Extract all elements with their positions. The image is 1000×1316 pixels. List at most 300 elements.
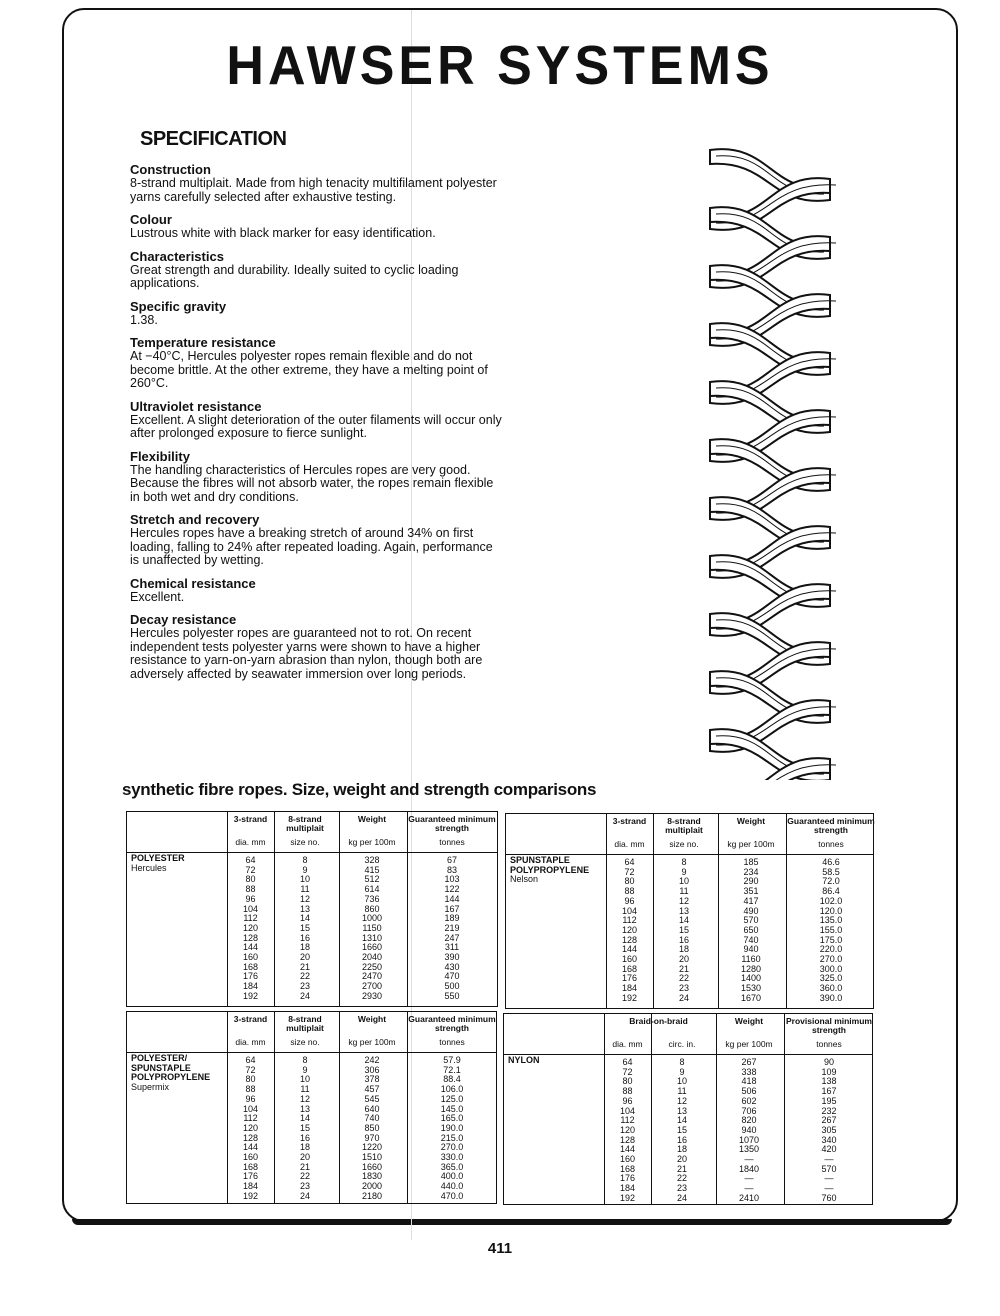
table-cell: 1400	[740, 973, 762, 984]
table-column	[653, 817, 715, 1004]
table-cell: 220.0	[819, 944, 843, 955]
table-cell: 506	[741, 1086, 757, 1097]
column-unit: tonnes	[818, 839, 844, 849]
table-cell: 24	[299, 1190, 310, 1201]
table-cell: 175.0	[819, 934, 843, 945]
table-cell: 325.0	[819, 973, 843, 984]
table-cell: 8	[302, 1055, 308, 1065]
spec-item-text: 8-strand multiplait. Made from high tenacity multifilament polyester yarns carefully selected after exhaustive testing.	[130, 176, 497, 204]
column-unit: size no.	[669, 839, 699, 849]
table-cell: 311	[444, 942, 460, 953]
table-cell: 8	[681, 857, 687, 867]
spec-item	[130, 213, 505, 241]
column-unit: size no.	[290, 1037, 320, 1047]
column-header: 3-strand	[233, 814, 268, 824]
table-cell: 195	[821, 1095, 837, 1106]
table-cell: 64	[624, 857, 635, 867]
table-cell: 1350	[738, 1144, 760, 1155]
column-header: Guaranteed minimum strength	[787, 816, 875, 835]
column-header: 3-strand	[233, 1014, 268, 1024]
table-cell: 232	[821, 1105, 837, 1116]
column-header: Weight	[357, 1014, 387, 1024]
table-column	[786, 817, 876, 1004]
column-values	[339, 856, 405, 1002]
table-cell: 500	[444, 981, 460, 992]
column-unit: circ. in.	[668, 1039, 696, 1049]
table-cell: 940	[741, 1124, 757, 1135]
spec-item-heading: Ultraviolet resistance	[130, 398, 262, 414]
table-cell: 96	[245, 893, 256, 904]
table-cell: 72	[624, 866, 635, 877]
table-cell: 106.0	[440, 1084, 464, 1095]
table-cell: 9	[302, 864, 308, 875]
column-header: 8-strand multiplait	[665, 816, 703, 835]
table-cell: 24	[678, 992, 689, 1003]
table-cell: 10	[299, 1074, 310, 1085]
spec-item	[130, 577, 505, 605]
spec-item-text: 1.38.	[130, 312, 158, 327]
table-cell: 1660	[361, 942, 383, 953]
table-cell: 80	[622, 1076, 633, 1087]
table-cell: 18	[676, 1144, 687, 1155]
table-column	[651, 1017, 713, 1204]
table-cell: 457	[364, 1084, 380, 1095]
table-cell: 192	[621, 992, 638, 1003]
spec-item-text: Great strength and durability. Ideally suited to cyclic loading applications.	[130, 262, 459, 290]
material-name: NYLON	[508, 1055, 540, 1065]
table-cell: 64	[622, 1057, 633, 1067]
table-cell: 128	[242, 1132, 259, 1143]
table-cell: 340	[821, 1134, 837, 1145]
table-cell: 72	[245, 1064, 256, 1075]
table-column	[407, 815, 497, 1002]
table-cell: 417	[743, 895, 759, 906]
column-unit: kg per 100m	[725, 1039, 773, 1049]
column-values	[407, 856, 497, 1002]
table-cell: 545	[364, 1093, 380, 1104]
spec-item	[130, 513, 505, 568]
table-cell: 1840	[738, 1163, 760, 1174]
table-cell: 290	[743, 876, 759, 887]
table-cell: 138	[821, 1076, 837, 1087]
column-values	[227, 856, 274, 1002]
table-cell: 16	[299, 1132, 310, 1143]
column-values	[339, 1056, 405, 1202]
table-cell: 102.0	[819, 895, 843, 906]
table-cell: 67	[446, 855, 457, 865]
table-cell: 168	[621, 963, 638, 974]
column-header: Weight	[736, 816, 766, 826]
table-cell: 300.0	[819, 963, 843, 974]
material-name: POLYESTER/ SPUNSTAPLE POLYPROPYLENE	[131, 1053, 211, 1082]
table-cell: 184	[242, 1181, 259, 1192]
column-values	[604, 1058, 651, 1204]
table-cell: 378	[364, 1074, 380, 1085]
table-row-label	[508, 1056, 600, 1066]
spec-item-text: Hercules ropes have a breaking stretch of around 34% on first loading, falling to 24% after repeated loading. Again, performance is unaffected by wetting.	[130, 526, 493, 567]
table-cell: 80	[245, 1074, 256, 1085]
table-cell: 83	[446, 864, 457, 875]
table-cell: 490	[743, 905, 759, 916]
table-cell: 1160	[741, 954, 761, 965]
table-cell: 15	[299, 1122, 310, 1133]
table-cell: 21	[678, 963, 689, 974]
table-cell: 2000	[361, 1181, 383, 1192]
column-header: Braid-on-braid	[629, 1016, 688, 1026]
table-cell: 192	[619, 1192, 636, 1203]
table-cell: 21	[299, 961, 310, 972]
table-cell: 23	[299, 1181, 310, 1192]
table-cell: 167	[821, 1086, 837, 1097]
column-header: Guaranteed minimum strength	[408, 1014, 496, 1033]
table-cell: 247	[444, 932, 460, 943]
table-cell: 96	[245, 1093, 256, 1104]
table-cell: 1670	[740, 992, 762, 1003]
table-cell: 90	[823, 1057, 834, 1067]
table-cell: 21	[299, 1161, 310, 1172]
page-title: HAWSER SYSTEMS	[226, 35, 774, 97]
spec-item	[130, 250, 505, 291]
table-cell: 706	[741, 1105, 757, 1116]
table-column	[339, 815, 405, 1002]
table-cell: 168	[242, 1161, 259, 1172]
table-cell: 2410	[738, 1192, 760, 1203]
table-cell: 144	[242, 942, 259, 953]
table-cell: 1660	[361, 1161, 383, 1172]
table-cell: 14	[676, 1115, 687, 1126]
table-cell: 112	[243, 913, 258, 924]
table-column	[339, 1015, 405, 1202]
table-cell: 21	[676, 1163, 687, 1174]
table-cell: 400.0	[440, 1171, 464, 1182]
table-cell: 184	[619, 1183, 636, 1194]
table-cell: 20	[676, 1154, 687, 1165]
page-number: 411	[487, 1240, 513, 1257]
column-unit: dia. mm	[614, 839, 645, 849]
spec-item-heading: Chemical resistance	[130, 575, 256, 591]
table-cell: 2930	[361, 990, 383, 1001]
table-cell: 234	[743, 866, 759, 877]
table-cell: 88	[622, 1086, 633, 1097]
column-header: Weight	[734, 1016, 764, 1026]
table-cell: 12	[678, 895, 689, 906]
table-cell: 22	[299, 971, 310, 982]
table-cell: 120	[242, 922, 259, 933]
column-unit: kg per 100m	[348, 837, 396, 847]
table-row-label	[131, 1054, 223, 1092]
table-row-label	[131, 854, 223, 873]
table-cell: 23	[678, 983, 689, 994]
table-cell: —	[744, 1154, 754, 1165]
table-cell: 112	[620, 1115, 635, 1126]
table-cell: 120	[619, 1124, 636, 1135]
table-cell: 86.4	[822, 886, 840, 897]
table-cell: 160	[242, 952, 259, 963]
table-cell: 13	[676, 1105, 687, 1116]
spec-item	[130, 163, 505, 204]
table-cell: 940	[743, 944, 759, 955]
table-cell: 72.0	[822, 876, 840, 887]
table-cell: 184	[621, 983, 638, 994]
table-cell: 1000	[361, 913, 383, 924]
table-cell: 64	[245, 855, 256, 865]
specification-list	[130, 163, 505, 690]
table-cell: 351	[743, 886, 759, 897]
table-cell: 165.0	[440, 1113, 464, 1124]
table-cell: 46.6	[822, 857, 840, 867]
spec-item	[130, 336, 505, 391]
spec-item-heading: Colour	[130, 212, 172, 227]
table-cell: 860	[364, 903, 380, 914]
table-cell: 72.1	[443, 1064, 461, 1075]
spec-item-text: Excellent.	[130, 589, 185, 604]
table-cell: 390	[444, 952, 460, 963]
column-values	[716, 1058, 782, 1204]
table-cell: 109	[821, 1066, 837, 1077]
table-cell: 96	[624, 895, 635, 906]
table-cell: 1150	[362, 922, 382, 933]
material-name: POLYESTER	[131, 853, 185, 863]
table-cell: 650	[743, 924, 759, 935]
table-cell: 168	[242, 961, 259, 972]
spec-item-text: Hercules polyester ropes are guaranteed not to rot. On recent independent tests polyester yarns were shown to have a higher resistance to yarn-on-yarn abrasion than nylon, though both are adversely affected by seawater immersion over long periods.	[130, 626, 483, 681]
table-cell: 267	[741, 1057, 757, 1067]
table-cell: 80	[245, 874, 256, 885]
table-cell: 176	[242, 971, 259, 982]
table-cell: 176	[242, 1171, 259, 1182]
table-cell: 145.0	[440, 1103, 464, 1114]
table-cell: 168	[619, 1163, 636, 1174]
spec-item-text: Excellent. A slight deterioration of the outer filaments will occur only after prolonged exposure to fierce sunlight.	[130, 412, 502, 440]
table-row-label	[510, 856, 602, 885]
brand-name: Supermix	[131, 1081, 170, 1092]
table-cell: 328	[364, 855, 380, 865]
table-cell: 22	[299, 1171, 310, 1182]
table-column	[718, 817, 784, 1004]
brand-name: Nelson	[510, 874, 539, 884]
table-cell: 13	[299, 903, 310, 914]
brand-name: Hercules	[131, 862, 167, 873]
table-cell: 14	[299, 1113, 310, 1124]
spec-item-heading: Construction	[130, 162, 211, 177]
rope-table-polyester	[126, 811, 498, 1007]
column-header: Weight	[357, 814, 387, 824]
table-cell: 22	[678, 973, 689, 984]
table-cell: 72	[245, 864, 256, 875]
table-cell: 270.0	[440, 1142, 464, 1153]
braided-rope-illustration	[690, 140, 850, 780]
table-cell: 12	[299, 1093, 310, 1104]
table-cell: 176	[619, 1173, 636, 1184]
table-cell: 15	[678, 924, 689, 935]
specification-heading: SPECIFICATION	[140, 128, 287, 150]
table-cell: 88	[245, 1084, 256, 1095]
table-cell: 740	[743, 934, 759, 945]
table-cell: 219	[444, 922, 460, 933]
table-cell: 614	[364, 884, 380, 895]
table-cell: 88	[245, 884, 256, 895]
table-cell: 640	[364, 1103, 380, 1114]
table-cell: 570	[743, 915, 759, 926]
table-cell: 1830	[361, 1171, 383, 1182]
table-column	[227, 1015, 274, 1202]
table-cell: 1310	[361, 932, 383, 943]
spec-item-text: At −40°C, Hercules polyester ropes remain flexible and do not become brittle. At the other extreme, they have a melting point of 260°C.	[130, 349, 488, 390]
table-cell: 112	[622, 915, 637, 926]
spec-item-text: Lustrous white with black marker for easy identification.	[130, 226, 436, 240]
table-cell: 120	[242, 1122, 259, 1133]
table-cell: 176	[621, 973, 638, 984]
column-values	[718, 858, 784, 1004]
table-column	[407, 1015, 497, 1202]
table-cell: 13	[299, 1103, 310, 1114]
column-unit: dia. mm	[612, 1039, 643, 1049]
table-cell: 365.0	[440, 1161, 464, 1172]
table-cell: 11	[300, 1084, 310, 1095]
table-cell: 1220	[361, 1142, 383, 1153]
column-unit: kg per 100m	[348, 1037, 396, 1047]
table-cell: 22	[676, 1173, 687, 1184]
table-cell: 10	[676, 1076, 687, 1087]
table-cell: 8	[679, 1057, 685, 1067]
table-cell: 420	[821, 1144, 837, 1155]
column-values	[606, 858, 653, 1004]
table-cell: 970	[364, 1132, 380, 1143]
table-cell: 10	[299, 874, 310, 885]
rope-table-nylon	[503, 1013, 873, 1205]
table-cell: 23	[676, 1183, 687, 1194]
table-column	[716, 1017, 782, 1204]
column-header: Provisional minimum strength	[786, 1016, 872, 1035]
table-cell: 9	[681, 866, 687, 877]
table-cell: 1280	[740, 963, 762, 974]
spec-item-heading: Temperature resistance	[130, 335, 276, 350]
table-cell: 128	[242, 932, 259, 943]
table-cell: 160	[621, 954, 638, 965]
table-cell: 103	[444, 874, 460, 885]
table-column	[227, 815, 274, 1002]
column-unit: dia. mm	[235, 1037, 266, 1047]
table-cell: 16	[676, 1134, 687, 1145]
spec-item-heading: Stretch and recovery	[130, 512, 260, 527]
table-cell: 104	[242, 1103, 259, 1114]
spec-item	[130, 300, 505, 328]
table-cell: 2700	[361, 981, 383, 992]
table-cell: 602	[741, 1095, 757, 1106]
table-cell: 144	[621, 944, 638, 955]
table-cell: 20	[299, 1152, 310, 1163]
table-cell: 820	[741, 1115, 757, 1126]
table-cell: —	[744, 1183, 754, 1194]
table-cell: 160	[242, 1152, 259, 1163]
column-header: 8-strand multiplait	[286, 814, 324, 833]
table-cell: 11	[300, 884, 310, 895]
table-cell: 192	[242, 990, 259, 1001]
table-cell: 24	[676, 1192, 687, 1203]
column-values	[407, 1056, 497, 1202]
column-header: Guaranteed minimum strength	[408, 814, 496, 833]
table-column	[274, 1015, 336, 1202]
page-frame-shadow	[72, 1219, 952, 1225]
table-cell: 185	[743, 857, 759, 867]
table-cell: 144	[619, 1144, 636, 1155]
table-cell: 430	[444, 961, 460, 972]
table-cell: 104	[619, 1105, 636, 1116]
spec-item-heading: Specific gravity	[130, 298, 227, 314]
table-cell: 160	[619, 1154, 636, 1165]
table-cell: 740	[364, 1113, 380, 1124]
table-cell: 144	[242, 1142, 259, 1153]
column-unit: tonnes	[439, 1037, 465, 1047]
table-cell: 58.5	[822, 866, 840, 877]
table-cell: 57.9	[443, 1055, 461, 1065]
table-cell: 215.0	[440, 1132, 464, 1143]
table-cell: 14	[299, 913, 310, 924]
column-values	[274, 1056, 336, 1202]
table-cell: 12	[676, 1095, 687, 1106]
table-cell: —	[824, 1183, 834, 1194]
column-unit: dia. mm	[235, 837, 266, 847]
table-cell: 13	[678, 905, 689, 916]
table-cell: 270.0	[819, 954, 843, 965]
table-cell: 1070	[738, 1134, 760, 1145]
column-values	[786, 858, 876, 1004]
table-cell: 267	[821, 1115, 837, 1126]
table-column	[784, 1017, 874, 1204]
column-values	[653, 858, 715, 1004]
spec-item-text: The handling characteristics of Hercules ropes are very good. Because the fibres will not absorb water, the ropes remain flexible in both wet and dry conditions.	[130, 462, 494, 504]
table-cell: 8	[302, 855, 308, 865]
column-values	[784, 1058, 874, 1204]
table-cell: 330.0	[440, 1152, 464, 1163]
table-column	[606, 817, 653, 1004]
table-cell: 190.0	[440, 1122, 464, 1133]
table-cell: 512	[364, 874, 380, 885]
table-cell: 88	[624, 886, 635, 897]
table-cell: 15	[676, 1124, 687, 1135]
table-cell: 570	[821, 1163, 837, 1174]
column-unit: tonnes	[816, 1039, 842, 1049]
table-cell: 9	[302, 1064, 308, 1075]
table-cell: 18	[678, 944, 689, 955]
table-cell: 120.0	[819, 905, 843, 916]
table-cell: 470.0	[440, 1190, 464, 1201]
table-cell: 306	[364, 1064, 380, 1075]
table-cell: 88.4	[443, 1074, 461, 1085]
table-cell: 18	[299, 942, 310, 953]
column-unit: kg per 100m	[727, 839, 775, 849]
table-cell: 135.0	[819, 915, 843, 926]
table-cell: 104	[621, 905, 638, 916]
column-values	[274, 856, 336, 1002]
spec-item-heading: Characteristics	[130, 248, 224, 264]
spec-item	[130, 400, 505, 441]
table-cell: 9	[679, 1066, 685, 1077]
rope-table-supermix	[126, 1011, 497, 1204]
column-header	[651, 1017, 713, 1039]
table-cell: 14	[678, 915, 689, 926]
table-cell: 305	[821, 1124, 837, 1135]
table-cell: 120	[621, 924, 638, 935]
column-values	[651, 1058, 713, 1204]
table-cell: 155.0	[819, 924, 843, 935]
column-unit: size no.	[290, 837, 320, 847]
column-header: 8-strand multiplait	[286, 1014, 324, 1033]
table-cell: 2250	[361, 961, 383, 972]
table-cell: —	[744, 1173, 754, 1184]
table-cell: 20	[678, 954, 689, 965]
table-cell: 167	[444, 903, 460, 914]
